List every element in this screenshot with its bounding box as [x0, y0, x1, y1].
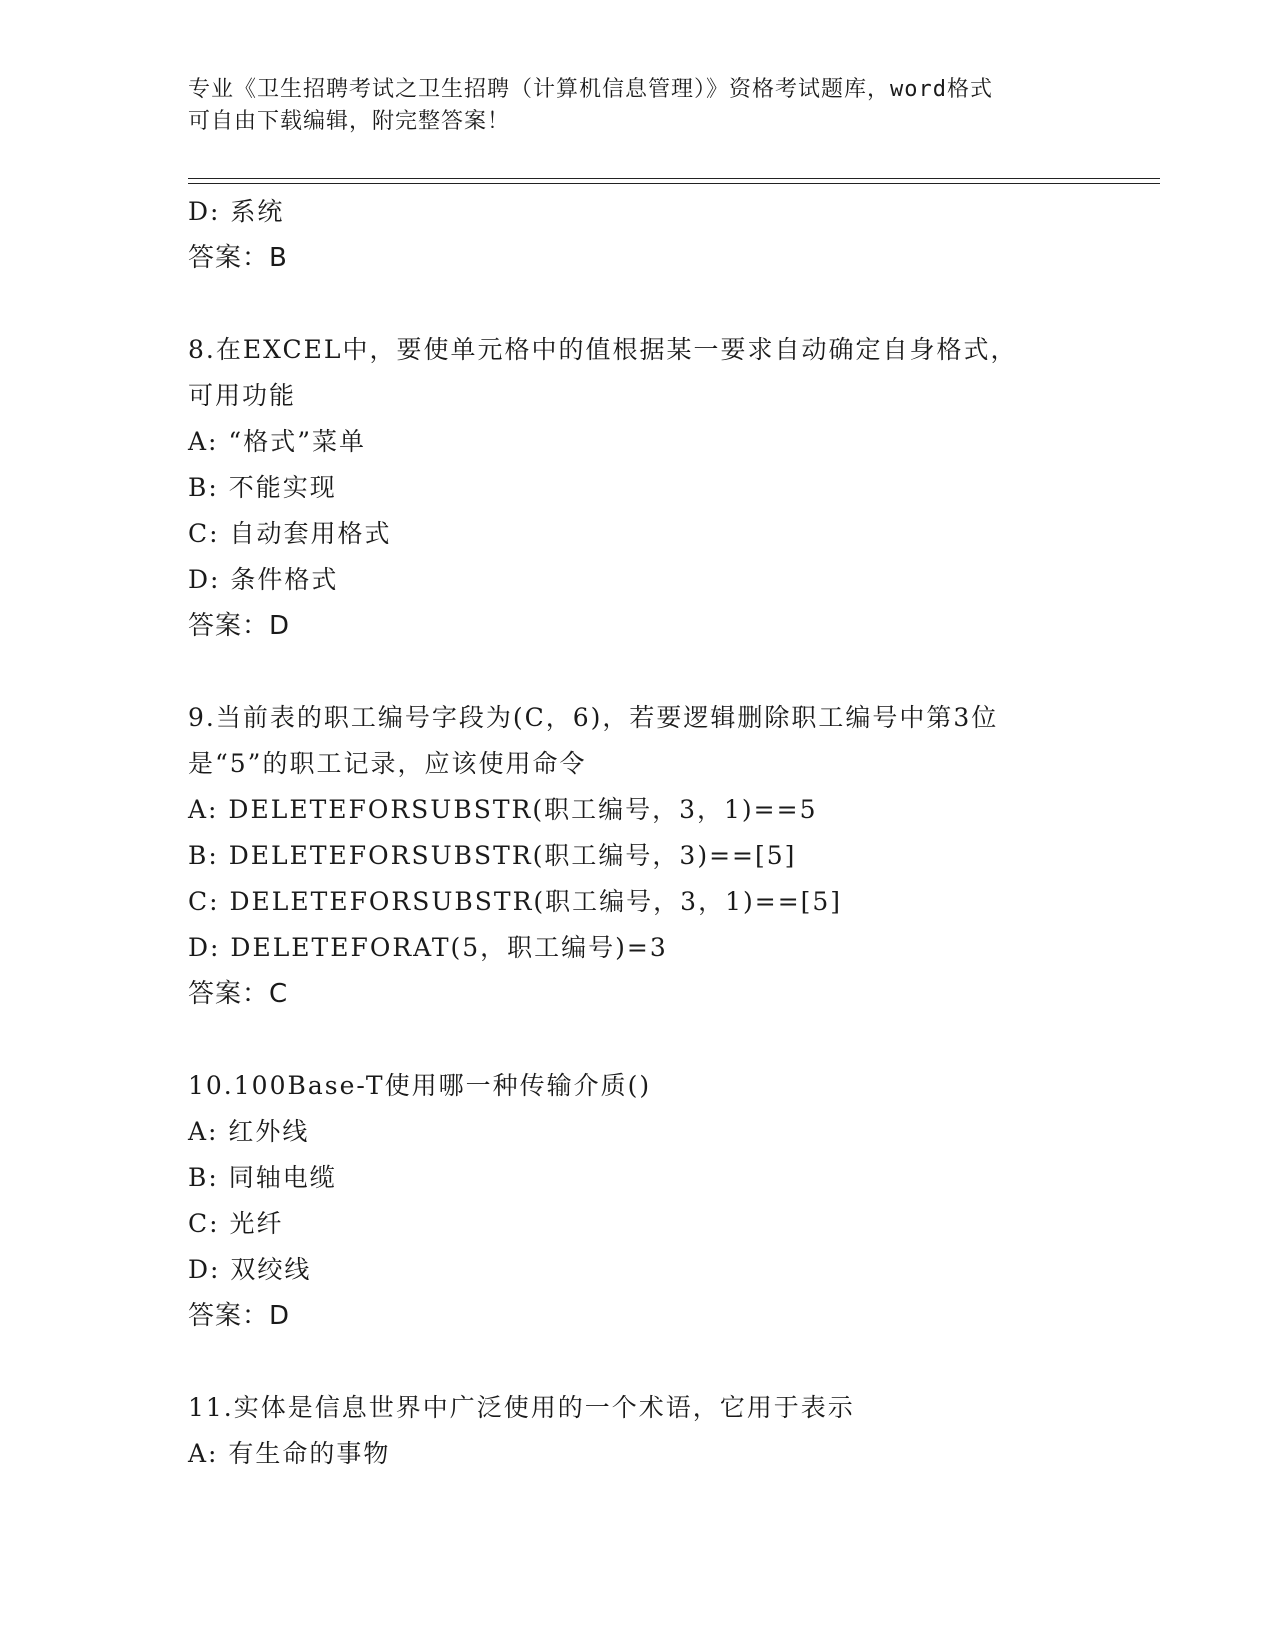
option-d: D: DELETEFORAT(5，职工编号)=3 [188, 933, 668, 962]
answer: 答案：B [188, 243, 288, 273]
question-stem-line-2: 是“5”的职工记录，应该使用命令 [188, 749, 587, 778]
document-header [188, 74, 1088, 138]
question-gap [188, 281, 1148, 327]
question-8 [188, 327, 1148, 649]
option-b: B: 同轴电缆 [188, 1163, 337, 1192]
question-stem-line-2: 可用功能 [188, 381, 297, 410]
option-a: A: 有生命的事物 [188, 1439, 391, 1468]
question-gap [188, 1339, 1148, 1385]
question-11 [188, 1385, 1148, 1477]
question-stem-line-1: 9.当前表的职工编号字段为(C，6)，若要逻辑删除职工编号中第3位 [188, 703, 999, 732]
answer: 答案：D [188, 611, 291, 641]
header-line-2: 可自由下载编辑，附完整答案！ [188, 109, 511, 134]
option-b: B: DELETEFORSUBSTR(职工编号，3)==[5] [188, 841, 797, 870]
option-b: B: 不能实现 [188, 473, 337, 502]
answer: 答案：D [188, 1301, 291, 1331]
option-d: D: 双绞线 [188, 1255, 312, 1284]
question-stem-line-1: 8.在EXCEL中，要使单元格中的值根据某一要求自动确定自身格式， [188, 335, 1018, 364]
option-a: A: “格式”菜单 [188, 427, 366, 456]
option-c: C: DELETEFORSUBSTR(职工编号，3，1)==[5] [188, 887, 843, 916]
answer: 答案：C [188, 979, 289, 1009]
question-10 [188, 1063, 1148, 1339]
question-stem-line-1: 11.实体是信息世界中广泛使用的一个术语，它用于表示 [188, 1393, 855, 1422]
option-a: A: DELETEFORSUBSTR(职工编号，3，1)==5 [188, 795, 818, 824]
question-gap [188, 649, 1148, 695]
header-divider-bottom [188, 183, 1160, 184]
question-gap [188, 1017, 1148, 1063]
question-9 [188, 695, 1148, 1017]
question-stem-line-1: 10.100Base-T使用哪一种传输介质() [188, 1071, 652, 1100]
question-list [188, 189, 1148, 1477]
question-7-tail [188, 189, 1148, 281]
option-c: C: 自动套用格式 [188, 519, 392, 548]
option-d: D: 系统 [188, 197, 285, 226]
header-divider-top [188, 178, 1160, 179]
option-c: C: 光纤 [188, 1209, 284, 1238]
option-d: D: 条件格式 [188, 565, 339, 594]
header-line-1: 专业《卫生招聘考试之卫生招聘（计算机信息管理）》资格考试题库，word格式 [188, 77, 993, 102]
option-a: A: 红外线 [188, 1117, 310, 1146]
